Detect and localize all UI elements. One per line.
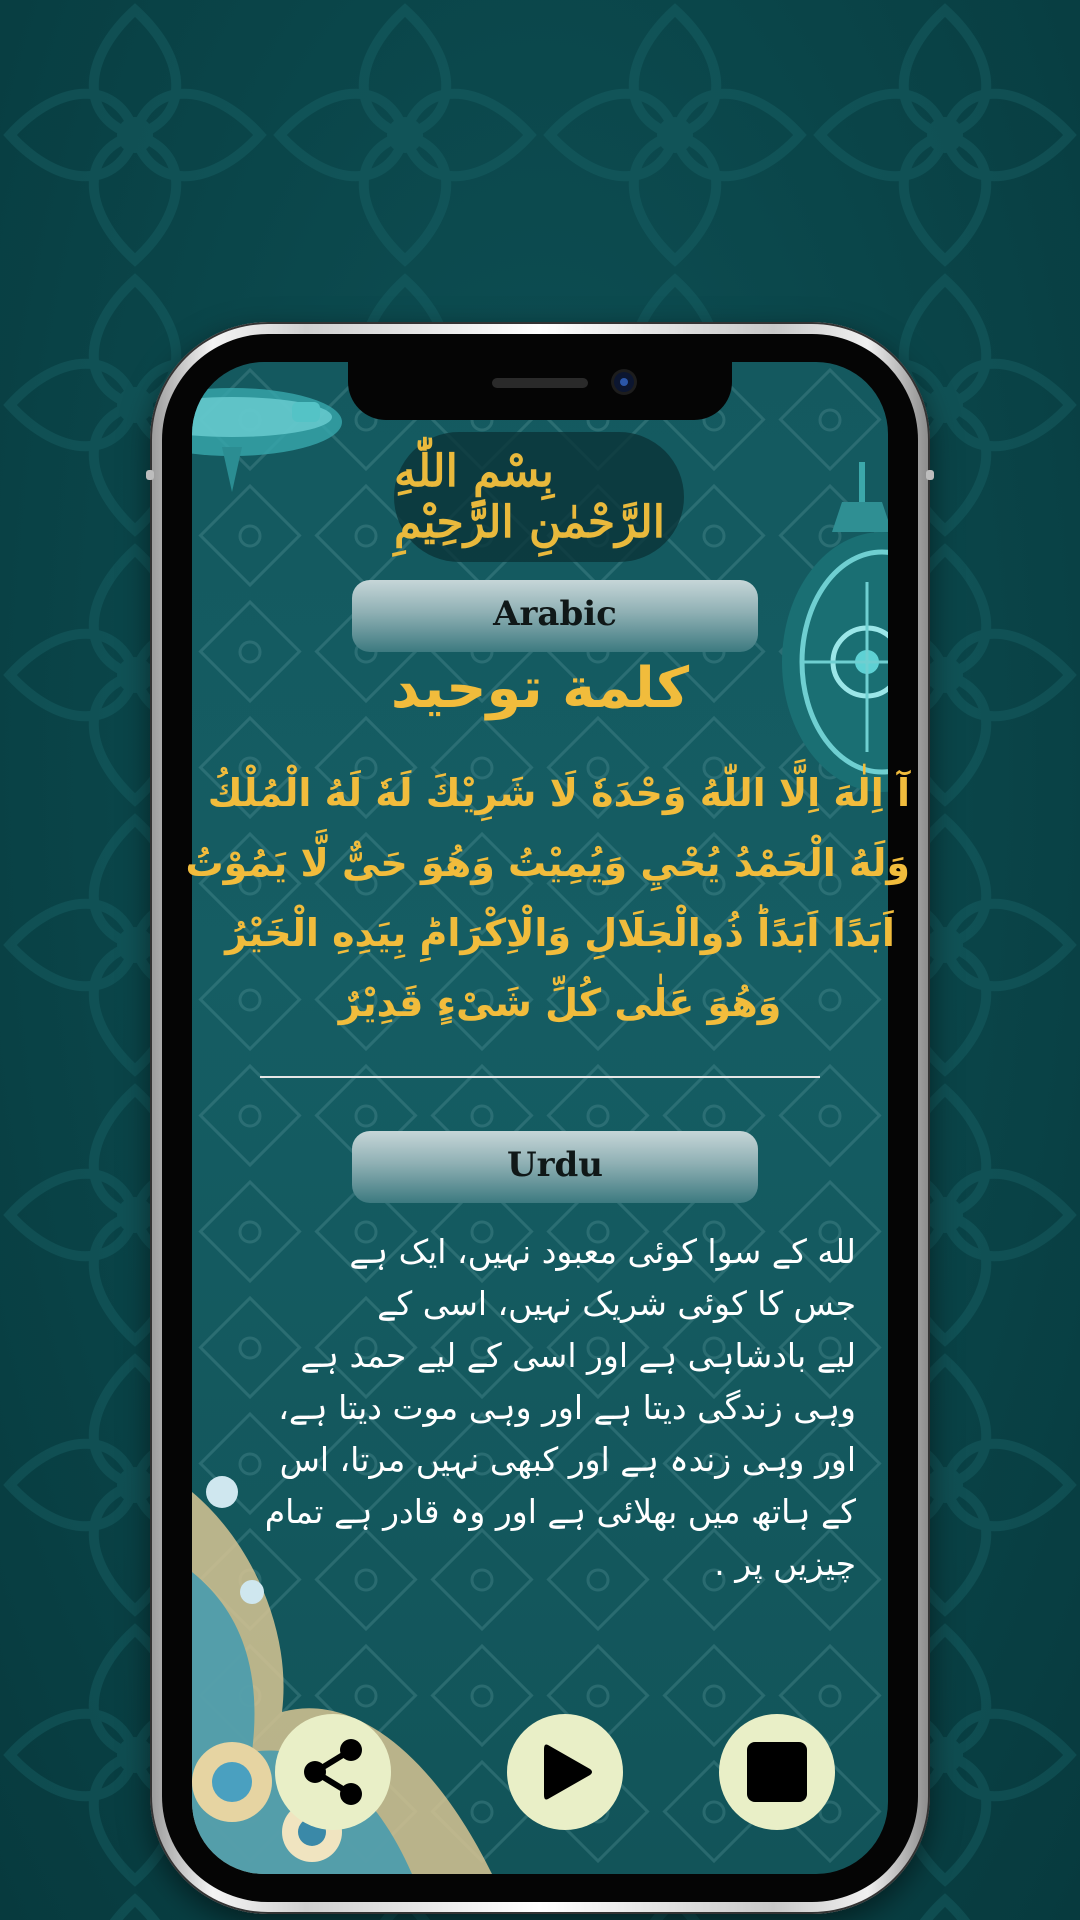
arabic-section-label: [352, 580, 758, 652]
phone-camera: [614, 372, 634, 392]
kalma-title: كلمة توحيد: [390, 656, 690, 721]
urdu-line: لیے بادشاہی ہے اور اسی کے لیے حمد ہے: [300, 1336, 856, 1375]
phone-notch: [348, 362, 732, 420]
play-icon: [530, 1737, 600, 1807]
arabic-line: آ اِلٰهَ اِلَّا اللّٰهُ وَحْدَهٗ لَا شَرِيْكَ لَهٗ لَهُ الْمُلْكُ: [207, 771, 910, 815]
arabic-kalma-text: [185, 758, 910, 1038]
urdu-line: چیزیں پر .: [714, 1544, 856, 1583]
urdu-line: کے ہاتھ میں بھلائی ہے اور وہ قادر ہے تمام: [264, 1492, 856, 1531]
arabic-label-text: Arabic: [493, 594, 617, 634]
urdu-translation-text: [222, 1226, 856, 1590]
arabic-line: وَهُوَ عَلٰى كُلِّ شَىْءٍ قَدِيْرٌ: [338, 981, 782, 1025]
urdu-section-label: [352, 1131, 758, 1203]
urdu-line: جس کا کوئی شریک نہیں، اسی کے: [377, 1284, 856, 1323]
stop-icon: [745, 1740, 809, 1804]
share-button[interactable]: [275, 1714, 391, 1830]
stop-button[interactable]: [719, 1714, 835, 1830]
share-icon: [295, 1734, 371, 1810]
phone-side-button: [146, 470, 154, 480]
section-divider: [260, 1076, 820, 1078]
phone-side-button: [926, 470, 934, 480]
play-button[interactable]: [507, 1714, 623, 1830]
lantern-decoration: [192, 362, 352, 502]
urdu-line: وہی زندگی دیتا ہے اور وہی موت دیتا ہے،: [278, 1388, 856, 1427]
lantern-decoration: [772, 462, 888, 802]
urdu-line: اور وہی زندہ ہے اور کبھی نہیں مرتا، اس: [279, 1440, 856, 1479]
urdu-line: لله کے سوا کوئی معبود نہیں، ایک ہے: [349, 1232, 856, 1271]
bismillah-calligraphy: [394, 432, 684, 562]
arabic-line: اَبَدًا اَبَدًاؕ ذُوالْجَلَالِ وَالْاِكْرَامِؕ بِيَدِهِ الْخَيْرُ: [225, 911, 895, 955]
bismillah-text: بِسْمِ اللّٰهِ الرَّحْمٰنِ الرَّحِيْمِ: [394, 446, 666, 548]
phone-speaker: [492, 378, 588, 388]
arabic-line: وَلَهُ الْحَمْدُ يُحْيِ وَيُمِيْتُ وَهُوَ حَىٌّ لَّا يَمُوْتُ: [185, 841, 910, 885]
urdu-label-text: Urdu: [506, 1145, 604, 1185]
